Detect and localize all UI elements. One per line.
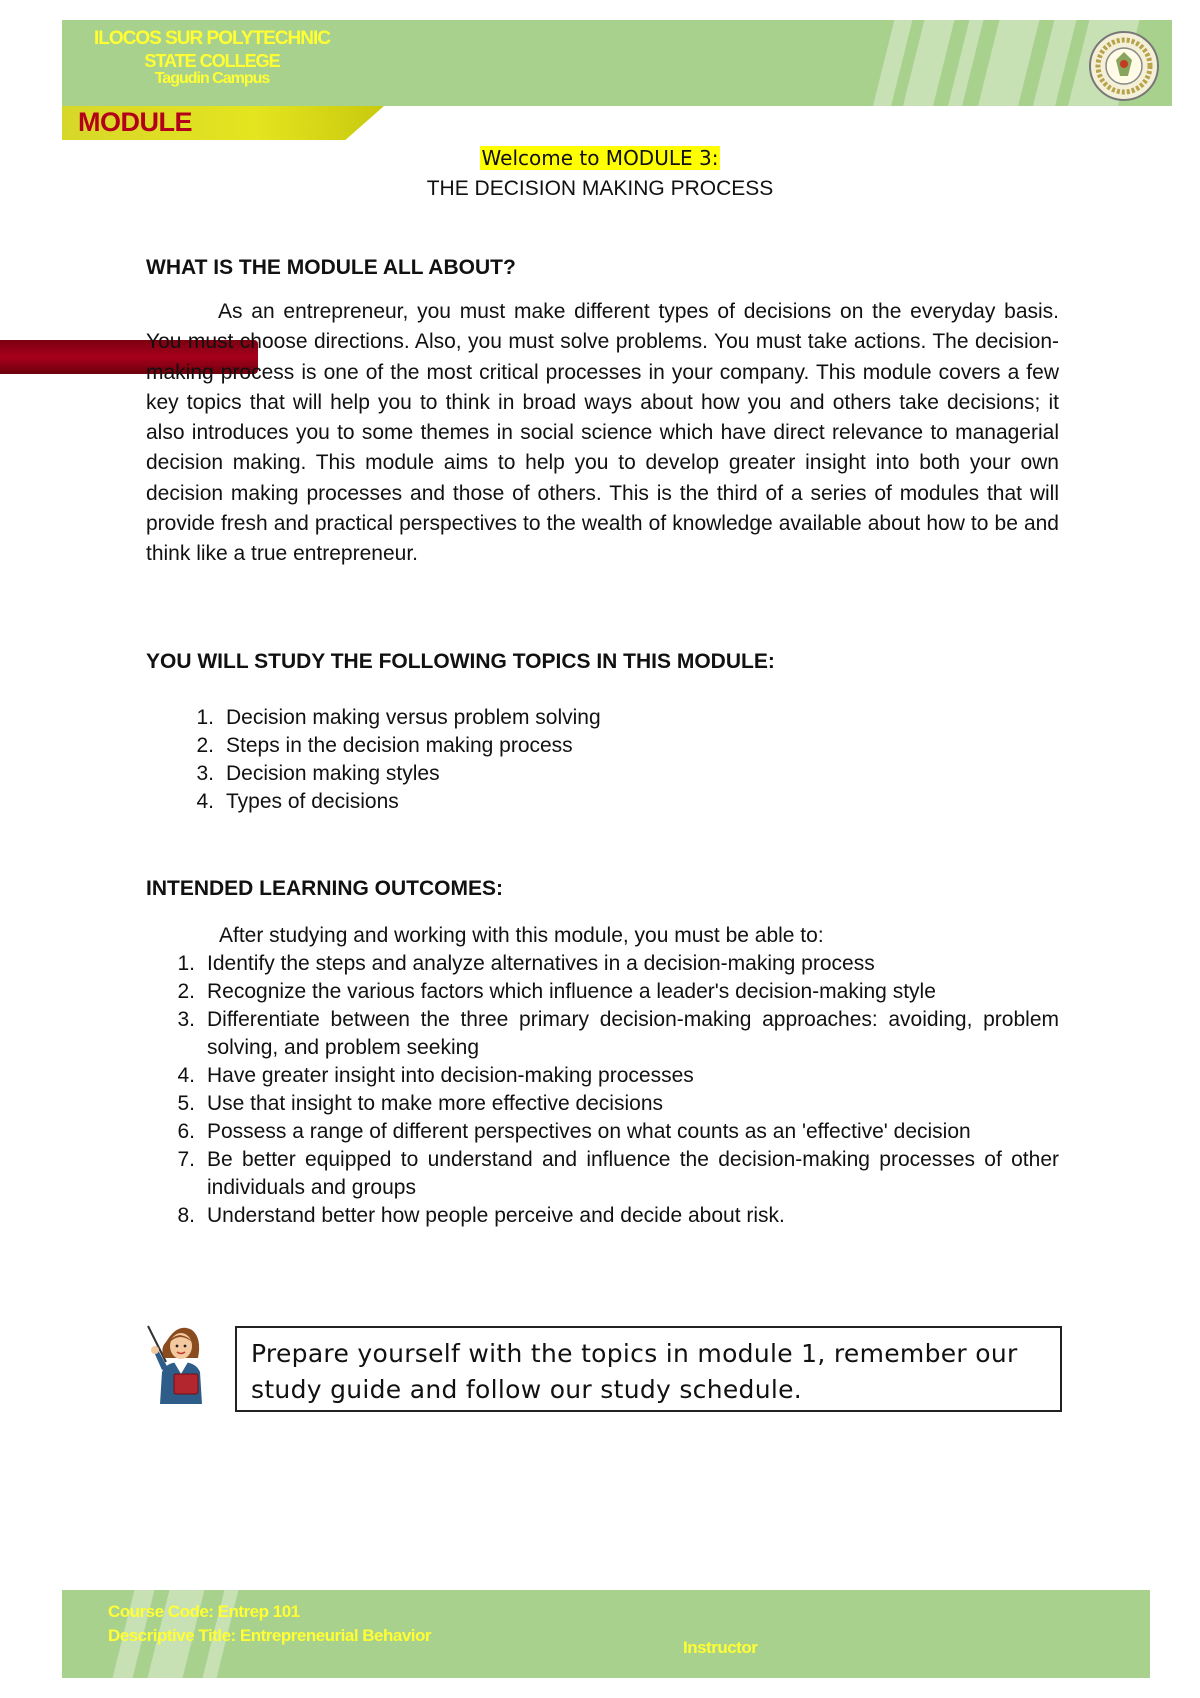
list-item-text: Possess a range of different perspectives on what counts as an 'effective' decision [207, 1120, 971, 1143]
school-name-line1: ILOCOS SUR POLYTECHNIC [94, 28, 330, 49]
list-item [146, 788, 1046, 816]
list-item-text: Have greater insight into decision-making processes [207, 1064, 694, 1087]
study-reminder-text: Prepare yourself with the topics in module 1, remember our study guide and follow our study schedule. [251, 1339, 1018, 1404]
list-item-number: 2. [196, 734, 214, 757]
list-item-number: 4. [177, 1064, 195, 1087]
module-tab-label: MODULE [78, 107, 192, 137]
list-item [146, 1062, 1059, 1090]
welcome-title: Welcome to MODULE 3: [481, 146, 719, 170]
school-name-line2: STATE COLLEGE [144, 51, 280, 71]
list-item-number: 4. [196, 790, 214, 813]
teacher-illustration-icon [144, 1312, 214, 1404]
study-reminder-box [235, 1326, 1062, 1412]
list-item [146, 1006, 1059, 1062]
list-item-number: 7. [177, 1148, 195, 1171]
list-item-text: Decision making versus problem solving [226, 706, 601, 729]
list-item-text: Identify the steps and analyze alternatives in a decision-making process [207, 952, 875, 975]
topics-list [146, 704, 1046, 816]
list-item-text: Types of decisions [226, 790, 399, 813]
instructor-label: Instructor [683, 1638, 758, 1657]
course-code: Course Code: Entrep 101 [108, 1602, 300, 1621]
list-item-number: 5. [177, 1092, 195, 1115]
list-item [146, 704, 1046, 732]
list-item [146, 950, 1059, 978]
list-item-text: Decision making styles [226, 762, 440, 785]
list-item-text: Recognize the various factors which influence a leader's decision-making style [207, 980, 936, 1003]
title-wrap [0, 146, 1200, 170]
outcomes-list [146, 950, 1059, 1230]
list-item-text: Understand better how people perceive and decide about risk. [207, 1204, 785, 1227]
list-item-number: 1. [196, 706, 214, 729]
about-paragraph: As an entrepreneur, you must make different types of decisions on the everyday basis. You must choose directions. Also, you must solve problems. You must take actions. The decision-making process is one of the most critical processes in your company. This module covers a few key topics that will help you to think in broad ways about how you and others take decisions; it also introduces you to some themes in social science which have direct relevance to managerial decision making. This module aims to help you to develop greater insight into both your own decision making processes and those of others. This is the third of a series of modules that will provide fresh and practical perspectives to the wealth of knowledge available about how to be and think like a true entrepreneur. [146, 300, 1059, 566]
list-item [146, 1090, 1059, 1118]
campus-name: Tagudin Campus [154, 70, 270, 87]
list-item-number: 6. [177, 1120, 195, 1143]
outcomes-intro: After studying and working with this module, you must be able to: [219, 924, 824, 947]
list-item-number: 1. [177, 952, 195, 975]
list-item-text: Be better equipped to understand and influence the decision-making processes of other individuals and groups [207, 1148, 1059, 1199]
list-item-number: 8. [177, 1204, 195, 1227]
list-item [146, 732, 1046, 760]
list-item [146, 1146, 1059, 1202]
list-item [146, 1118, 1059, 1146]
topics-heading: YOU WILL STUDY THE FOLLOWING TOPICS IN THIS MODULE: [146, 650, 775, 673]
about-heading: WHAT IS THE MODULE ALL ABOUT? [146, 256, 516, 279]
college-seal-icon [1088, 30, 1160, 102]
list-item-text: Differentiate between the three primary decision-making approaches: avoiding, problem solving, and problem seeking [207, 1008, 1059, 1059]
list-item-number: 3. [196, 762, 214, 785]
module-subtitle: THE DECISION MAKING PROCESS [426, 177, 774, 200]
descriptive-title: Descriptive Title: Entrepreneurial Behavior [108, 1626, 432, 1645]
list-item-text: Steps in the decision making process [226, 734, 573, 757]
outcomes-heading: INTENDED LEARNING OUTCOMES: [146, 877, 503, 900]
list-item-number: 3. [177, 1008, 195, 1031]
list-item-number: 2. [177, 980, 195, 1003]
school-name [62, 28, 362, 90]
list-item-text: Use that insight to make more effective decisions [207, 1092, 664, 1115]
list-item [146, 978, 1059, 1006]
list-item [146, 760, 1046, 788]
list-item [146, 1202, 1059, 1230]
